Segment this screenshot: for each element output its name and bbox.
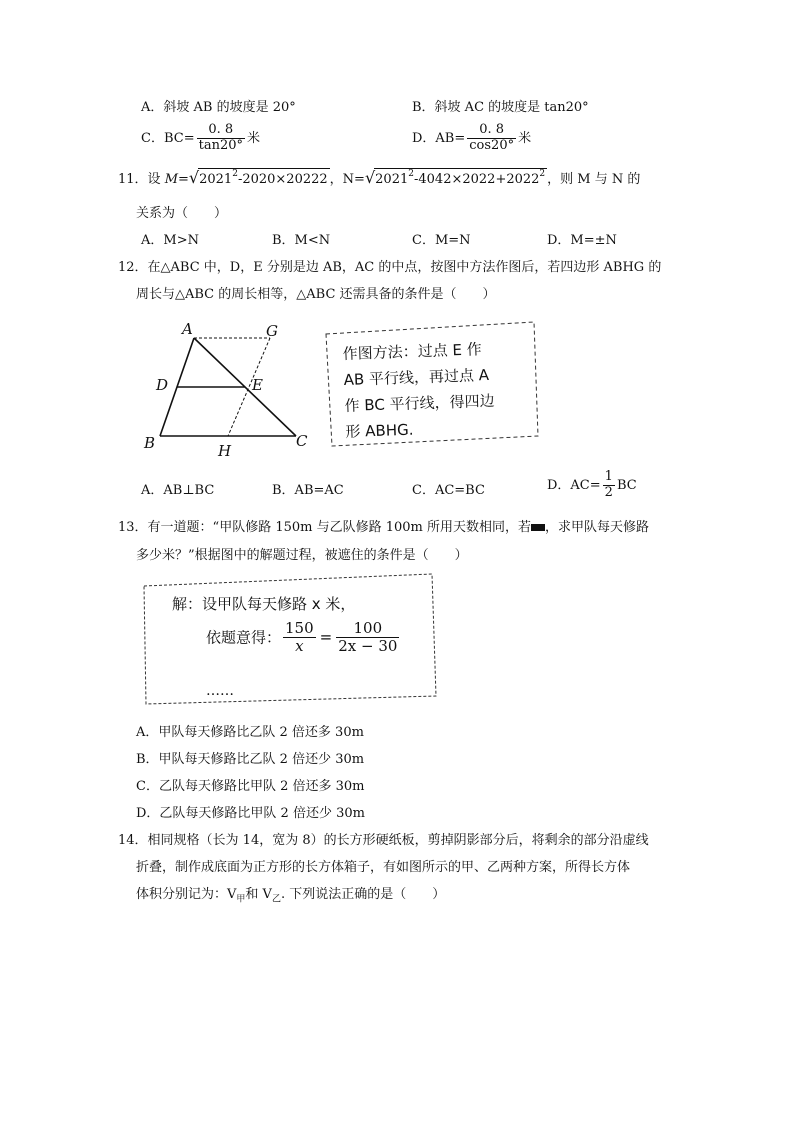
- q13-box-label: 依题意得：: [206, 628, 282, 647]
- q13-box-line1: 解：设甲队每天修路 x 米，: [172, 595, 356, 613]
- q13-option-c: C．乙队每天修路比甲队 2 倍还多 30m: [136, 779, 365, 794]
- q13-line1: [118, 516, 649, 535]
- q13-option-b: B．甲队每天修路比乙队 2 倍还少 30m: [136, 752, 365, 767]
- q11-number: 11．设: [118, 172, 165, 187]
- q12-option-d: [547, 470, 637, 501]
- label-g: G: [266, 322, 278, 340]
- label-c: C: [296, 432, 308, 450]
- q13-eq-left-num: 150: [285, 619, 314, 637]
- q11-n-exp: 2: [408, 169, 414, 179]
- q10-c-unit: 米: [246, 130, 260, 146]
- q12-d-num: 1: [604, 469, 613, 484]
- q10-option-a: A．斜坡 AB 的坡度是 20°: [141, 100, 296, 115]
- q11-n-exp2: 2: [539, 169, 546, 179]
- note-line-2: AB 平行线，再过点 A: [343, 365, 490, 390]
- note-line-3: 作 BC 平行线，得四边: [344, 391, 495, 415]
- label-d: D: [156, 376, 169, 394]
- q10-c-den: tan20°: [198, 137, 243, 153]
- q12-line1: 12．在△ABC 中，D，E 分别是边 AB，AC 的中点，按图中方法作图后，若四边形 ABHG 的: [118, 260, 662, 275]
- q12-option-b: B．AB=AC: [272, 483, 344, 498]
- q12-d-prefix: D．AC=: [547, 477, 601, 493]
- q13-eq-right: [336, 620, 399, 656]
- q10-option-d: [412, 123, 531, 154]
- q10-d-den: cos20°: [469, 137, 515, 153]
- label-h: H: [218, 442, 232, 460]
- label-b: B: [144, 434, 156, 452]
- q11-m-base: 2021: [199, 172, 233, 187]
- q13-line1b: ，求甲队每天修路: [545, 520, 650, 535]
- q14-line3b: 和 V: [245, 887, 272, 902]
- q14-line3a: 体积分别记为：V: [136, 887, 237, 902]
- q10-d-fraction: [467, 123, 516, 154]
- note-line-1: 作图方法：过点 E 作: [342, 340, 483, 364]
- q11-n-radicand: [374, 168, 547, 187]
- q12-figure: [140, 318, 560, 468]
- q10-option-b: B．斜坡 AC 的坡度是 tan20°: [412, 100, 589, 115]
- q11-option-d: D．M=±N: [547, 233, 617, 248]
- q14-line3c: . 下列说法正确的是（ ）: [280, 887, 446, 902]
- q10-c-num: 0. 8: [208, 122, 234, 137]
- q10-c-prefix: C．BC=: [141, 130, 195, 146]
- q10-d-prefix: D．AB=: [412, 130, 466, 146]
- q13-box-line2: [206, 620, 401, 656]
- q13-option-d: D．乙队每天修路比甲队 2 倍还少 30m: [136, 806, 365, 821]
- q11-option-b: B．M<N: [272, 233, 331, 248]
- sqrt-icon: √: [188, 168, 200, 187]
- label-a: A: [182, 320, 193, 338]
- q13-eq-sign: =: [319, 628, 333, 647]
- q10-d-unit: 米: [518, 130, 532, 146]
- q13-eq-right-den: 2x − 30: [338, 637, 398, 656]
- q11-m-label: M=: [164, 172, 189, 187]
- q11-m-rest: -2020×20222: [237, 172, 328, 187]
- note-line-4: 形 ABHG.: [345, 420, 414, 441]
- q11-n-label: ，N=: [329, 172, 365, 187]
- masked-condition-block: [531, 524, 545, 531]
- q12-option-a: A．AB⊥BC: [141, 483, 215, 498]
- q13-option-a: A．甲队每天修路比乙队 2 倍还多 30m: [136, 725, 364, 740]
- q10-c-fraction: [197, 123, 245, 154]
- q12-d-suffix: BC: [616, 477, 637, 493]
- q14-line1: 14．相同规格（长为 14，宽为 8）的长方形硬纸板，剪掉阴影部分后，将剩余的部分沿虚线: [118, 833, 649, 848]
- q13-line2: 多少米？”根据图中的解题过程，被遮住的条件是（ ）: [136, 548, 468, 563]
- q13-eq-left: [283, 620, 316, 656]
- q14-sub-yi: 乙: [271, 894, 281, 905]
- q11-option-c: C．M=N: [412, 233, 471, 248]
- q13-box-line3: ……: [206, 683, 234, 699]
- q10-option-c: [141, 123, 260, 154]
- q13-eq-left-den: x: [283, 637, 316, 655]
- q12-option-c: C．AC=BC: [412, 483, 485, 498]
- q11-n-base: 2021: [375, 172, 409, 187]
- q11-tail: ，则 M 与 N 的: [547, 172, 641, 187]
- q14-line2: 折叠，制作成底面为正方形的长方体箱子，有如图所示的甲、乙两种方案，所得长方体: [136, 860, 631, 875]
- q12-d-den: 2: [604, 484, 613, 500]
- q11-line2: 关系为（ ）: [136, 206, 228, 221]
- q12-line2: 周长与△ABC 的周长相等，△ABC 还需具备的条件是（ ）: [136, 287, 496, 302]
- q11-option-a: A．M>N: [141, 233, 199, 248]
- q10-d-num: 0. 8: [479, 122, 505, 137]
- q11-n-mid: -4042×2022+2022: [413, 172, 540, 187]
- q13-line1a: 13．有一道题：“甲队修路 150m 与乙队修路 100m 所用天数相同，若: [118, 520, 531, 535]
- q12-d-fraction: [603, 470, 615, 501]
- sqrt-icon: √: [364, 168, 376, 187]
- q11-m-radicand: [198, 168, 330, 187]
- q11-m-exp: 2: [232, 169, 238, 179]
- q14-line3: [136, 883, 445, 905]
- q13-eq-right-num: 100: [353, 619, 383, 637]
- q14-sub-jia: 甲: [236, 894, 246, 905]
- q11-stem: [118, 168, 640, 187]
- label-e: E: [252, 376, 263, 394]
